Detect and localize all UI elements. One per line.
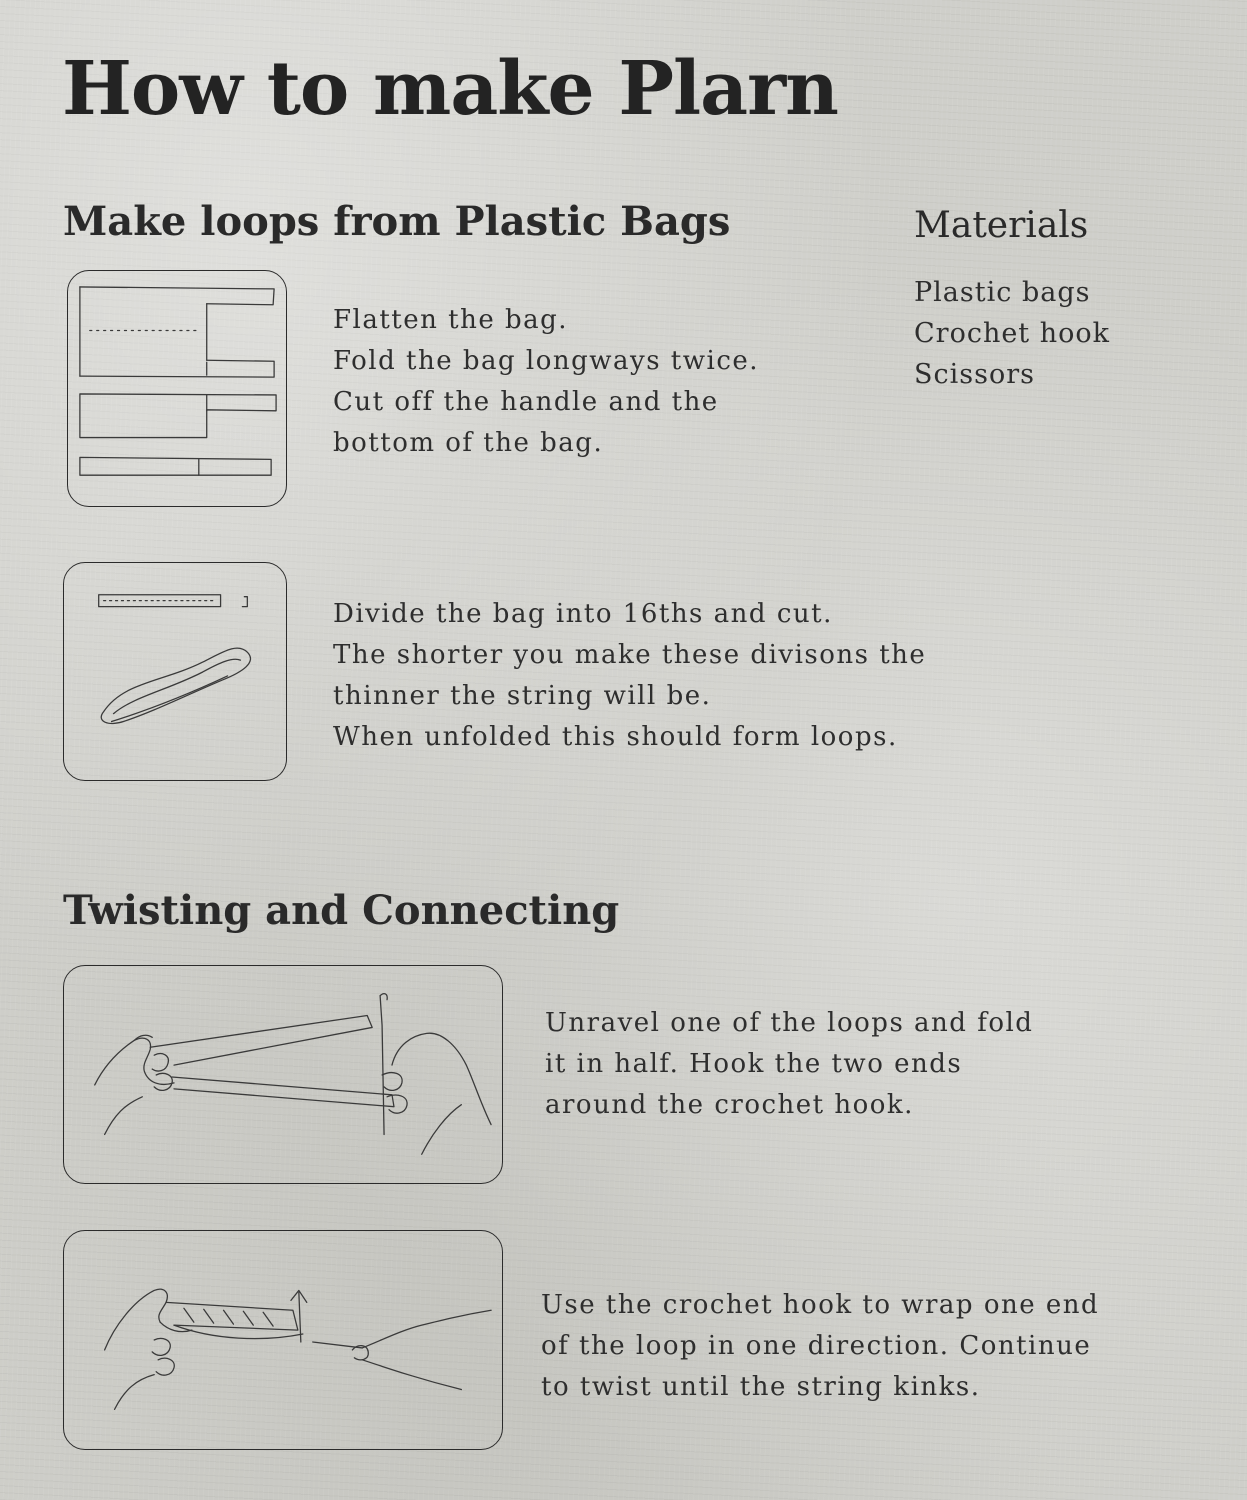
step1-line: Cut off the handle and the (333, 387, 719, 417)
cut-loop-illustration (63, 562, 287, 781)
step4-line: of the loop in one direction. Continue (541, 1331, 1092, 1361)
materials-list (914, 272, 1110, 395)
step4-line: to twist until the string kinks. (541, 1372, 981, 1402)
material-item: Scissors (914, 359, 1035, 390)
step3-line: around the crochet hook. (545, 1090, 914, 1120)
material-item: Plastic bags (914, 277, 1091, 308)
step2-line: Divide the bag into 16ths and cut. (333, 599, 833, 629)
step1-line: Fold the bag longways twice. (333, 346, 760, 376)
hands-twist-loop-sketch-icon (64, 1231, 502, 1449)
page-title: How to make Plarn (62, 46, 838, 132)
folded-bag-illustration (67, 270, 287, 507)
materials-heading: Materials (914, 205, 1089, 246)
hands-hook-loop-sketch-icon (64, 966, 502, 1183)
step1-line: bottom of the bag. (333, 428, 604, 458)
step2-line: When unfolded this should form loops. (333, 722, 898, 752)
step2-instructions (333, 594, 926, 758)
material-item: Crochet hook (914, 318, 1111, 349)
step2-line: The shorter you make these divisons the (333, 640, 927, 670)
cut-loop-sketch-icon (64, 563, 286, 780)
section-heading-twisting: Twisting and Connecting (63, 887, 620, 934)
step4-instructions (541, 1285, 1099, 1408)
hands-hook-loop-illustration (63, 965, 503, 1184)
step3-instructions (545, 1003, 1033, 1126)
step1-instructions (333, 300, 759, 464)
step3-line: Unravel one of the loops and fold (545, 1008, 1034, 1038)
folded-bag-sketch-icon (68, 271, 286, 506)
hands-twist-loop-illustration (63, 1230, 503, 1450)
step4-line: Use the crochet hook to wrap one end (541, 1290, 1100, 1320)
step2-line: thinner the string will be. (333, 681, 712, 711)
step3-line: it in half. Hook the two ends (545, 1049, 963, 1079)
section-heading-make-loops: Make loops from Plastic Bags (63, 198, 731, 245)
step1-line: Flatten the bag. (333, 305, 569, 335)
